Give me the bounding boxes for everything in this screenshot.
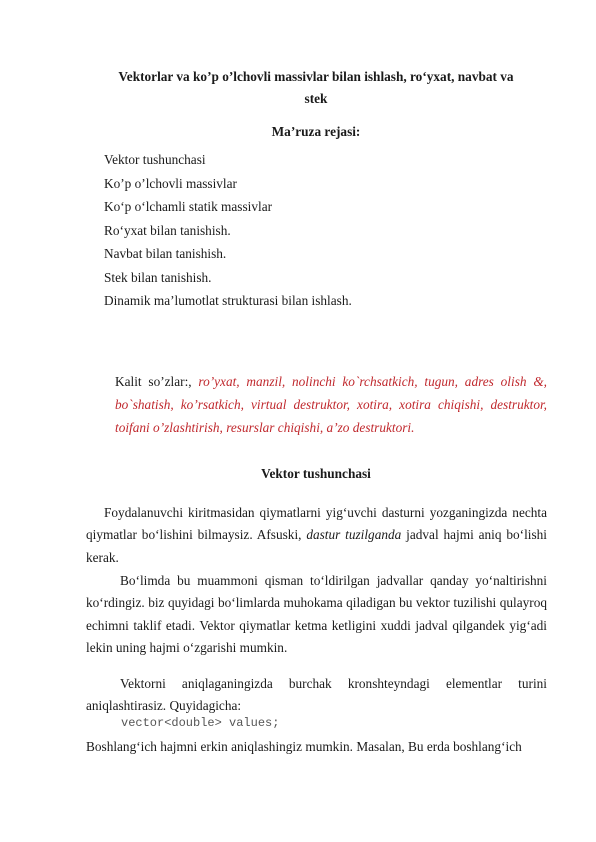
- plan-item: Navbat bilan tanishish.: [104, 246, 227, 261]
- paragraph-4: Boshlang‘ich hajmni erkin aniqlashingiz mumkin. Masalan, Bu erda boshlang‘ich: [86, 739, 522, 754]
- document-title-line-1: Vektorlar va ko’p o’lchovli massivlar bilan ishlash, ro‘yxat, navbat va: [118, 69, 514, 84]
- paragraph-1-text-b: jadval hajmi aniq bo‘lishi kerak.: [86, 527, 548, 565]
- plan-item: Ko’p o’lchovli massivlar: [104, 175, 237, 191]
- keywords-label: Kalit so’zlar:,: [115, 374, 192, 389]
- plan-item: Stek bilan tanishish.: [104, 269, 212, 285]
- keywords-paragraph: [115, 370, 547, 439]
- lecture-plan-list: [104, 152, 352, 317]
- plan-item: Dinamik ma’lumotlat strukturasi bilan ishlash.: [104, 293, 352, 308]
- paragraph-2: Bo‘limda bu muammoni qisman to‘ldirilgan jadvallar qanday yo‘naltirishni ko‘rdingiz. biz quyidagi bo‘limlarda muhokama qiladigan bu vektor tuzilishi qulayroq echimni taklif etadi. Vektor qiymatlar ketma ketligini xuddi jadval qilgandek yig‘adi lekin uning hajmi o‘zgarishi mumkin.: [86, 573, 547, 656]
- plan-item: Ko‘p o‘lchamli statik massivlar: [104, 199, 273, 214]
- keywords-terms: ro’yxat, manzil, nolinchi ko`rchsatkich, tugun, adres olish &, bo`shatish, ko’rsatkich, virtual destruktor, xotira, xotira chiqishi, destruktor, toifani o’zlashtirish, resurslar chiqishi, a’zo destruktori.: [115, 374, 547, 435]
- paragraph-3: Vektorni aniqlaganingizda burchak kronshteyndagi elementlar turini aniqlashtirasiz. Quyidagicha:: [86, 676, 547, 714]
- plan-item: Ro‘yxat bilan tanishish.: [104, 222, 231, 238]
- paragraph-1-text-a: Foydalanuvchi kiritmasidan qiymatlarni yig‘uvchi dasturni yozganingizda nechta qiymatlar bo‘lishini bilmaysiz. Afsuski,: [86, 505, 547, 543]
- document-title-line-2: stek: [304, 91, 328, 106]
- lecture-plan-heading: Ma’ruza rejasi:: [271, 124, 361, 139]
- code-snippet: vector<double> values;: [121, 716, 280, 730]
- paragraph-1-emphasis: dastur tuzilganda: [306, 527, 402, 543]
- paragraph-1: [86, 502, 547, 569]
- plan-item: Vektor tushunchasi: [104, 152, 206, 167]
- section-heading: Vektor tushunchasi: [261, 466, 371, 481]
